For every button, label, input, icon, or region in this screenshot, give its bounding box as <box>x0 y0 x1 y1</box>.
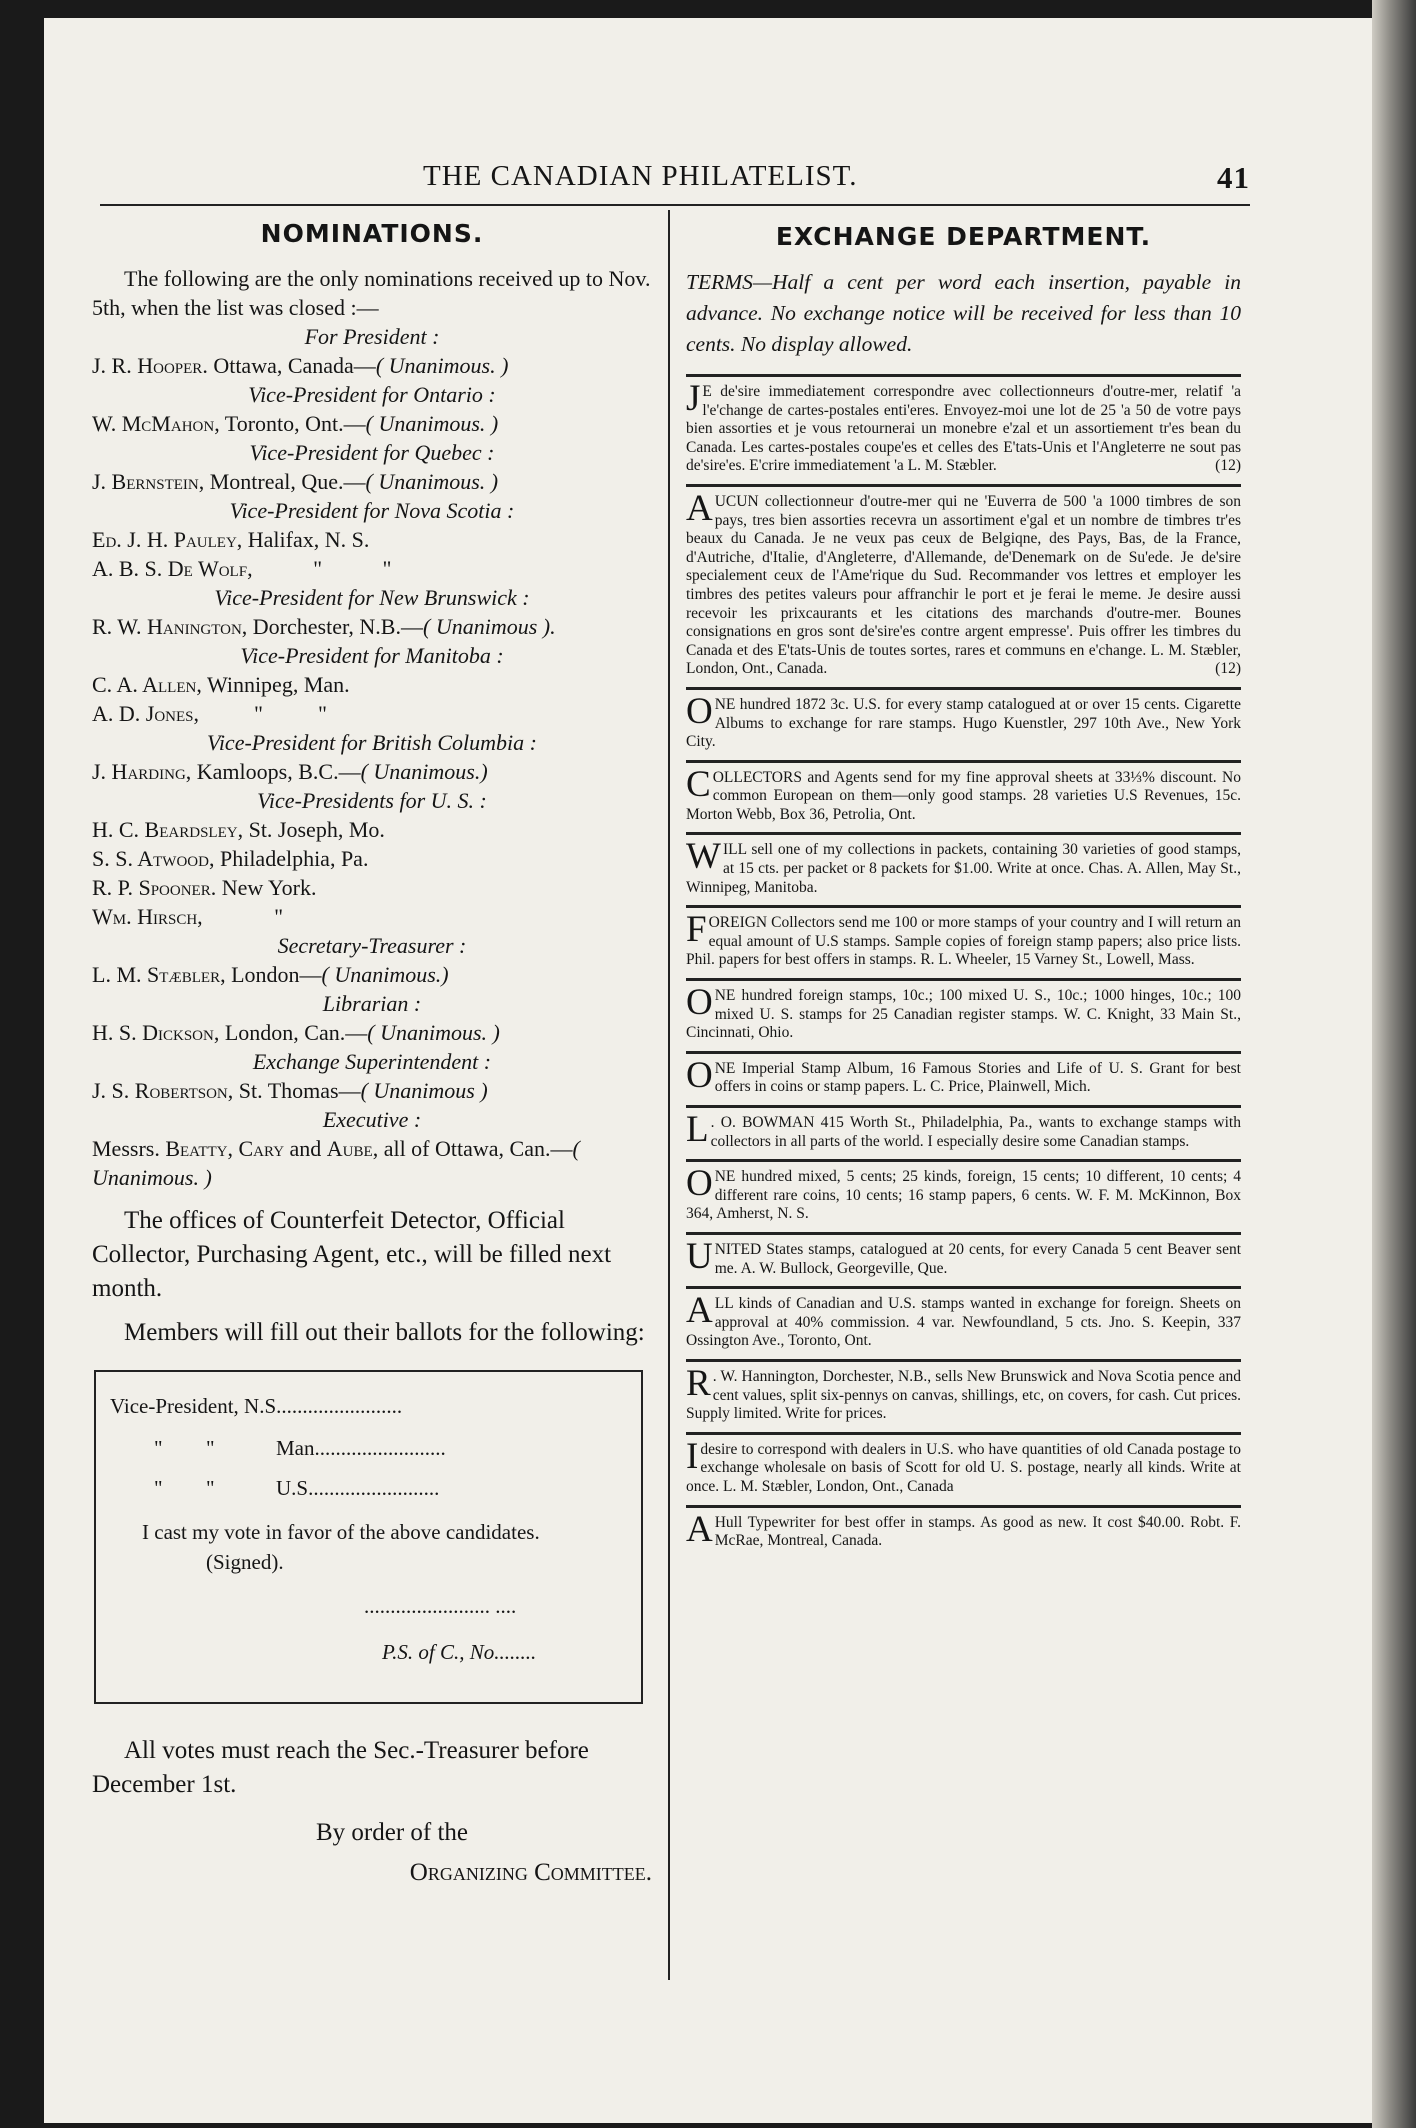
drop-cap: I <box>686 1435 699 1477</box>
office-title: Executive : <box>322 1107 422 1132</box>
exchange-ad <box>686 374 1241 484</box>
running-header <box>60 160 1250 202</box>
exchange-heading: EXCHANGE DEPARTMENT. <box>775 222 1152 251</box>
ballot-line-ns: Vice-President, N.S........................ <box>110 1394 403 1418</box>
organizing-committee: Organizing Committee. <box>409 1859 652 1886</box>
page-number: 41 <box>1217 160 1250 195</box>
nominee-location: , " " <box>193 701 327 726</box>
drop-cap: W <box>686 836 721 878</box>
nominee-location: , London, Can.— <box>213 1020 368 1045</box>
nominee-location: , Dorchester, N.B.— <box>241 614 423 639</box>
nominee-name: R. P. Spooner <box>92 875 211 900</box>
nominee <box>92 815 652 844</box>
by-order: By order of the <box>315 1819 469 1846</box>
office-title: Vice-President for Ontario : <box>248 382 496 407</box>
ballot-signed: (Signed). <box>206 1550 284 1574</box>
nominee <box>92 699 652 728</box>
exchange-ad <box>686 1286 1241 1359</box>
exchange-ad <box>686 760 1241 833</box>
drop-cap: R <box>686 1362 711 1404</box>
exchange-column <box>686 218 1241 1559</box>
journal-title: THE CANADIAN PHILATELIST. <box>423 160 858 192</box>
ad-text: NE Imperial Stamp Album, 16 Famous Stories and Life of U. S. Grant for best offers in coins or stamp papers. L. C. Price, Plainwell, Mich. <box>714 1059 1241 1096</box>
nominee-note: ( Unanimous.) <box>360 759 488 784</box>
nominee-name: J. S. Robertson <box>92 1078 228 1103</box>
nominee-name: A. B. S. De Wolf <box>92 556 248 581</box>
office-title: Exchange Superintendent : <box>252 1049 492 1074</box>
nominations-heading: NOMINATIONS. <box>260 219 484 248</box>
ad-code: (12) <box>1215 660 1241 678</box>
nominee-name: A. D. Jones <box>92 701 194 726</box>
members-paragraph: Members will fill out their ballots for the following: <box>124 1319 645 1346</box>
drop-cap: O <box>686 1054 713 1096</box>
exchange-ad <box>686 1505 1241 1559</box>
nominee <box>92 757 652 786</box>
nominee-name: J. Harding <box>92 759 186 784</box>
office-title: Vice-President for British Columbia : <box>207 730 537 755</box>
nominee-location: , Kamloops, B.C.— <box>185 759 361 784</box>
nominee <box>92 844 652 873</box>
nominee-location: , Halifax, N. S. <box>236 527 370 552</box>
drop-cap: U <box>686 1235 713 1277</box>
nominee <box>92 351 652 380</box>
nominee <box>92 1076 652 1105</box>
binding-edge <box>1372 0 1416 2128</box>
exchange-ad <box>686 484 1241 687</box>
drop-cap: A <box>686 1290 713 1332</box>
office-title: Secretary-Treasurer : <box>277 933 467 958</box>
offices-paragraph: The offices of Counterfeit Detector, Official Collector, Purchasing Agent, etc., will be filled next month. <box>92 1207 612 1302</box>
nominee <box>92 612 652 641</box>
executive-nominees: Messrs. Beatty, Cary and Aube, all of Ottawa, Can.—( Unanimous. ) <box>92 1136 580 1190</box>
nominee-location: . New York. <box>210 875 317 900</box>
nominee <box>92 960 652 989</box>
drop-cap: L <box>686 1109 709 1150</box>
nominee <box>92 670 652 699</box>
nominee-name: L. M. Stæbler <box>92 962 221 987</box>
nominee-name: Ed. J. H. Pauley <box>92 527 237 552</box>
nominee-name: J. Bernstein <box>92 469 199 494</box>
nominations-list <box>92 322 652 1134</box>
nominee-name: H. S. Dickson <box>92 1020 214 1045</box>
ad-text: Hull Typewriter for best offer in stamps. As good as new. It cost $40.00. Robt. F. McRae, Montreal, Canada. <box>714 1513 1241 1550</box>
exchange-terms: TERMS—Half a cent per word each insertion, payable in advance. No exchange notice will be received for less than 10 cents. No display allowed. <box>686 270 1241 356</box>
column-rule <box>668 210 670 1980</box>
exchange-ads <box>686 374 1241 1559</box>
drop-cap: O <box>686 1163 713 1205</box>
ad-text: ILL sell one of my collections in packets, containing 30 varieties of good stamps, at 15 cts. per packet or 8 packets for $1.00. Write at once. Chas. A. Allen, May St., Winnipeg, Manitoba. <box>686 841 1241 896</box>
nominee <box>92 1018 652 1047</box>
ad-text: NITED States stamps, catalogued at 20 cents, for every Canada 5 cent Beaver sent me. A. W. Bullock, Georgeville, Que. <box>714 1240 1241 1277</box>
office-title: Vice-Presidents for U. S. : <box>257 788 487 813</box>
ad-code: (12) <box>1215 457 1241 475</box>
nominee <box>92 409 652 438</box>
nominee-note: ( Unanimous. ) <box>365 411 499 436</box>
ballot-signature-line: ........................ .... <box>364 1594 517 1618</box>
ballot-ditto: " <box>154 1476 163 1500</box>
nominee-location: , Toronto, Ont.— <box>214 411 366 436</box>
votes-paragraph: All votes must reach the Sec.-Treasurer before December 1st. <box>92 1737 589 1798</box>
office-title: Vice-President for Manitoba : <box>240 643 504 668</box>
exchange-ad <box>686 1359 1241 1432</box>
nominations-column <box>92 215 652 1890</box>
nominee-name: H. C. Beardsley <box>92 817 238 842</box>
ballot-form <box>94 1370 643 1704</box>
exchange-ad <box>686 1051 1241 1105</box>
drop-cap: J <box>686 378 701 419</box>
nominee-location: . Ottawa, Canada— <box>202 353 376 378</box>
nominee <box>92 873 652 902</box>
ad-text: LL kinds of Canadian and U.S. stamps wanted in exchange for foreign. Sheets on approval at 40% commission. 4 var. Newfoundland, 5 cts. Jno. S. Keepin, 337 Ossington Ave., Toronto, Ont. <box>686 1295 1241 1350</box>
nominee-location: , Philadelphia, Pa. <box>208 846 369 871</box>
nominee-location: , " " <box>247 556 392 581</box>
office-title: Vice-President for Quebec : <box>249 440 495 465</box>
ballot-line-man: Man......................... <box>276 1436 446 1460</box>
ballot-cast-vote: I cast my vote in favor of the above candidates. <box>142 1520 540 1544</box>
nominee-location: , London— <box>220 962 322 987</box>
ballot-ditto: " <box>206 1476 215 1500</box>
nominee-note: ( Unanimous. ) <box>375 353 509 378</box>
header-rule <box>100 204 1250 206</box>
nominee-location: , St. Joseph, Mo. <box>237 817 385 842</box>
exchange-ad <box>686 1105 1241 1159</box>
drop-cap: O <box>686 690 713 732</box>
ballot-line-us: U.S......................... <box>276 1476 440 1500</box>
ad-text: . O. BOWMAN 415 Worth St., Philadelphia, Pa., wants to exchange stamps with collectors in all parts of the world. I especially desire some Canadian stamps. <box>710 1114 1241 1150</box>
ad-text: NE hundred mixed, 5 cents; 25 kinds, foreign, 15 cents; 10 different, 10 cents; 4 different rare coins, 10 cents; 16 stamp papers, 6 cents. W. F. M. McKinnon, Box 364, Amherst, N. S. <box>686 1168 1241 1223</box>
ad-text: OREIGN Collectors send me 100 or more stamps of your country and I will return an equal amount of U.S stamps. Sample copies of foreign stamp papers; also price lists. Phil. papers for best offers in stamps. R. L. Wheeler, 15 Varney St., Lowell, Mass. <box>686 914 1241 969</box>
ballot-ditto: " <box>154 1436 163 1460</box>
office-title: Vice-President for Nova Scotia : <box>229 498 515 523</box>
office-title: Librarian : <box>322 991 422 1016</box>
nominee-location: , Winnipeg, Man. <box>196 672 350 697</box>
exchange-ad <box>686 687 1241 760</box>
exchange-ad <box>686 1159 1241 1232</box>
ad-text: NE hundred 1872 3c. U.S. for every stamp catalogued at or over 15 cents. Cigarette Albums to exchange for rare stamps. Hugo Kuenstler, 297 10th Ave., New York City. <box>686 695 1241 751</box>
nominee <box>92 554 652 583</box>
exchange-ad <box>686 978 1241 1051</box>
nominee-note: ( Unanimous ). <box>423 614 556 639</box>
nominations-intro: The following are the only nominations received up to Nov. 5th, when the list was closed :— <box>92 266 651 320</box>
nominee-name: W. McMahon <box>92 411 215 436</box>
exchange-ad <box>686 1432 1241 1505</box>
nominee-location: , " <box>197 904 284 929</box>
ballot-ditto: " <box>206 1436 215 1460</box>
nominee-location: , St. Thomas— <box>227 1078 361 1103</box>
exchange-ad <box>686 832 1241 905</box>
nominee-name: J. R. Hooper <box>92 353 203 378</box>
nominee-note: ( Unanimous. ) <box>365 469 499 494</box>
exchange-ad <box>686 905 1241 978</box>
nominee-note: ( Unanimous.) <box>321 962 449 987</box>
nominee-name: S. S. Atwood <box>92 846 209 871</box>
drop-cap: C <box>686 763 711 805</box>
office-title: For President : <box>304 324 440 349</box>
drop-cap: A <box>686 487 713 529</box>
ballot-ps: P.S. of C., No........ <box>382 1640 537 1664</box>
ad-text: E de'sire immediatement correspondre avec collectionneurs d'outre-mer, relatif 'a l'e'change de cartes-postales enti'eres. Envoyez-moi une lot de 25 'a 50 de votre pays bien assorties et je vous retournerai un monebre e'zal et un assortiement tr'es bean du Canada. Les cartes-postales coupe'es et celles des E'tats-Unis et l'Angleterre ne sout pas de'sire'es. E'crire immediatement 'a L. M. Stæbler. <box>686 383 1241 475</box>
nominee <box>92 467 652 496</box>
nominee-note: ( Unanimous. ) <box>367 1020 500 1045</box>
ad-text: OLLECTORS and Agents send for my fine approval sheets at 33⅓% discount. No common European on them—only good stamps. 28 varieties U.S Revenues, 15c. Morton Webb, Box 36, Petrolia, Ont. <box>686 768 1241 823</box>
exchange-ad <box>686 1232 1241 1286</box>
drop-cap: F <box>686 909 707 951</box>
ad-text: NE hundred foreign stamps, 10c.; 100 mixed U. S., 10c.; 1000 hinges, 10c.; 100 mixed U. S. stamps for 25 Canadian register stamps. W. C. Knight, 33 Main St., Cincinnati, Ohio. <box>686 987 1241 1042</box>
nominee <box>92 902 652 931</box>
ad-text: desire to correspond with dealers in U.S. who have quantities of old Canada postage to exchange wholesale on basis of Scott for old U. S. postage, nearly all kinds. Write at once. L. M. Stæbler, London, Ont., Canada <box>686 1440 1241 1495</box>
nominee-note: ( Unanimous ) <box>360 1078 488 1103</box>
ad-text: UCUN collectionneur d'outre-mer qui ne 'Euverra de 500 'a 1000 timbres de son pays, tres bien assorties recevra un assortiment e'gal et un nombre de timbres tr'es beaux du Canada. Je ne veux pas ceux de Belgiqne, des Pays, Bas, de la France, d'Autriche, d'Italie, d'Angleterre, d'Allemande, de'Denemark on de Su'ede. Je de'sire specialement ceux de l'Ame'rique du Sud. Recommander vos lettres et employer les timbres des petites valeurs pour affranchir le port et je ferai le meme. Je desire aussi recevoir les prixcaurants et les citations des marchands d'outre-mer. Bounes consignations en gros sont de'sire'es contre argent empresse'. Puis offrer les timbres du Canada et des E'tats-Unis de toutes sortes, rares et communs en e'change. L. M. Stæbler, London, Ont., Canada. <box>686 492 1241 678</box>
drop-cap: O <box>686 982 713 1024</box>
nominee <box>92 525 652 554</box>
nominee-name: C. A. Allen <box>92 672 197 697</box>
nominee-location: , Montreal, Que.— <box>198 469 366 494</box>
ad-text: . W. Hannington, Dorchester, N.B., sells New Brunswick and Nova Scotia pence and cent values, split six-pennys on canvas, shillings, etc, on covers, for cash. Cut prices. Supply limited. Write for prices. <box>686 1367 1241 1423</box>
nominee-name: R. W. Hanington <box>92 614 242 639</box>
nominee-name: Wm. Hirsch <box>92 904 198 929</box>
office-title: Vice-President for New Brunswick : <box>214 585 530 610</box>
drop-cap: A <box>686 1508 713 1550</box>
